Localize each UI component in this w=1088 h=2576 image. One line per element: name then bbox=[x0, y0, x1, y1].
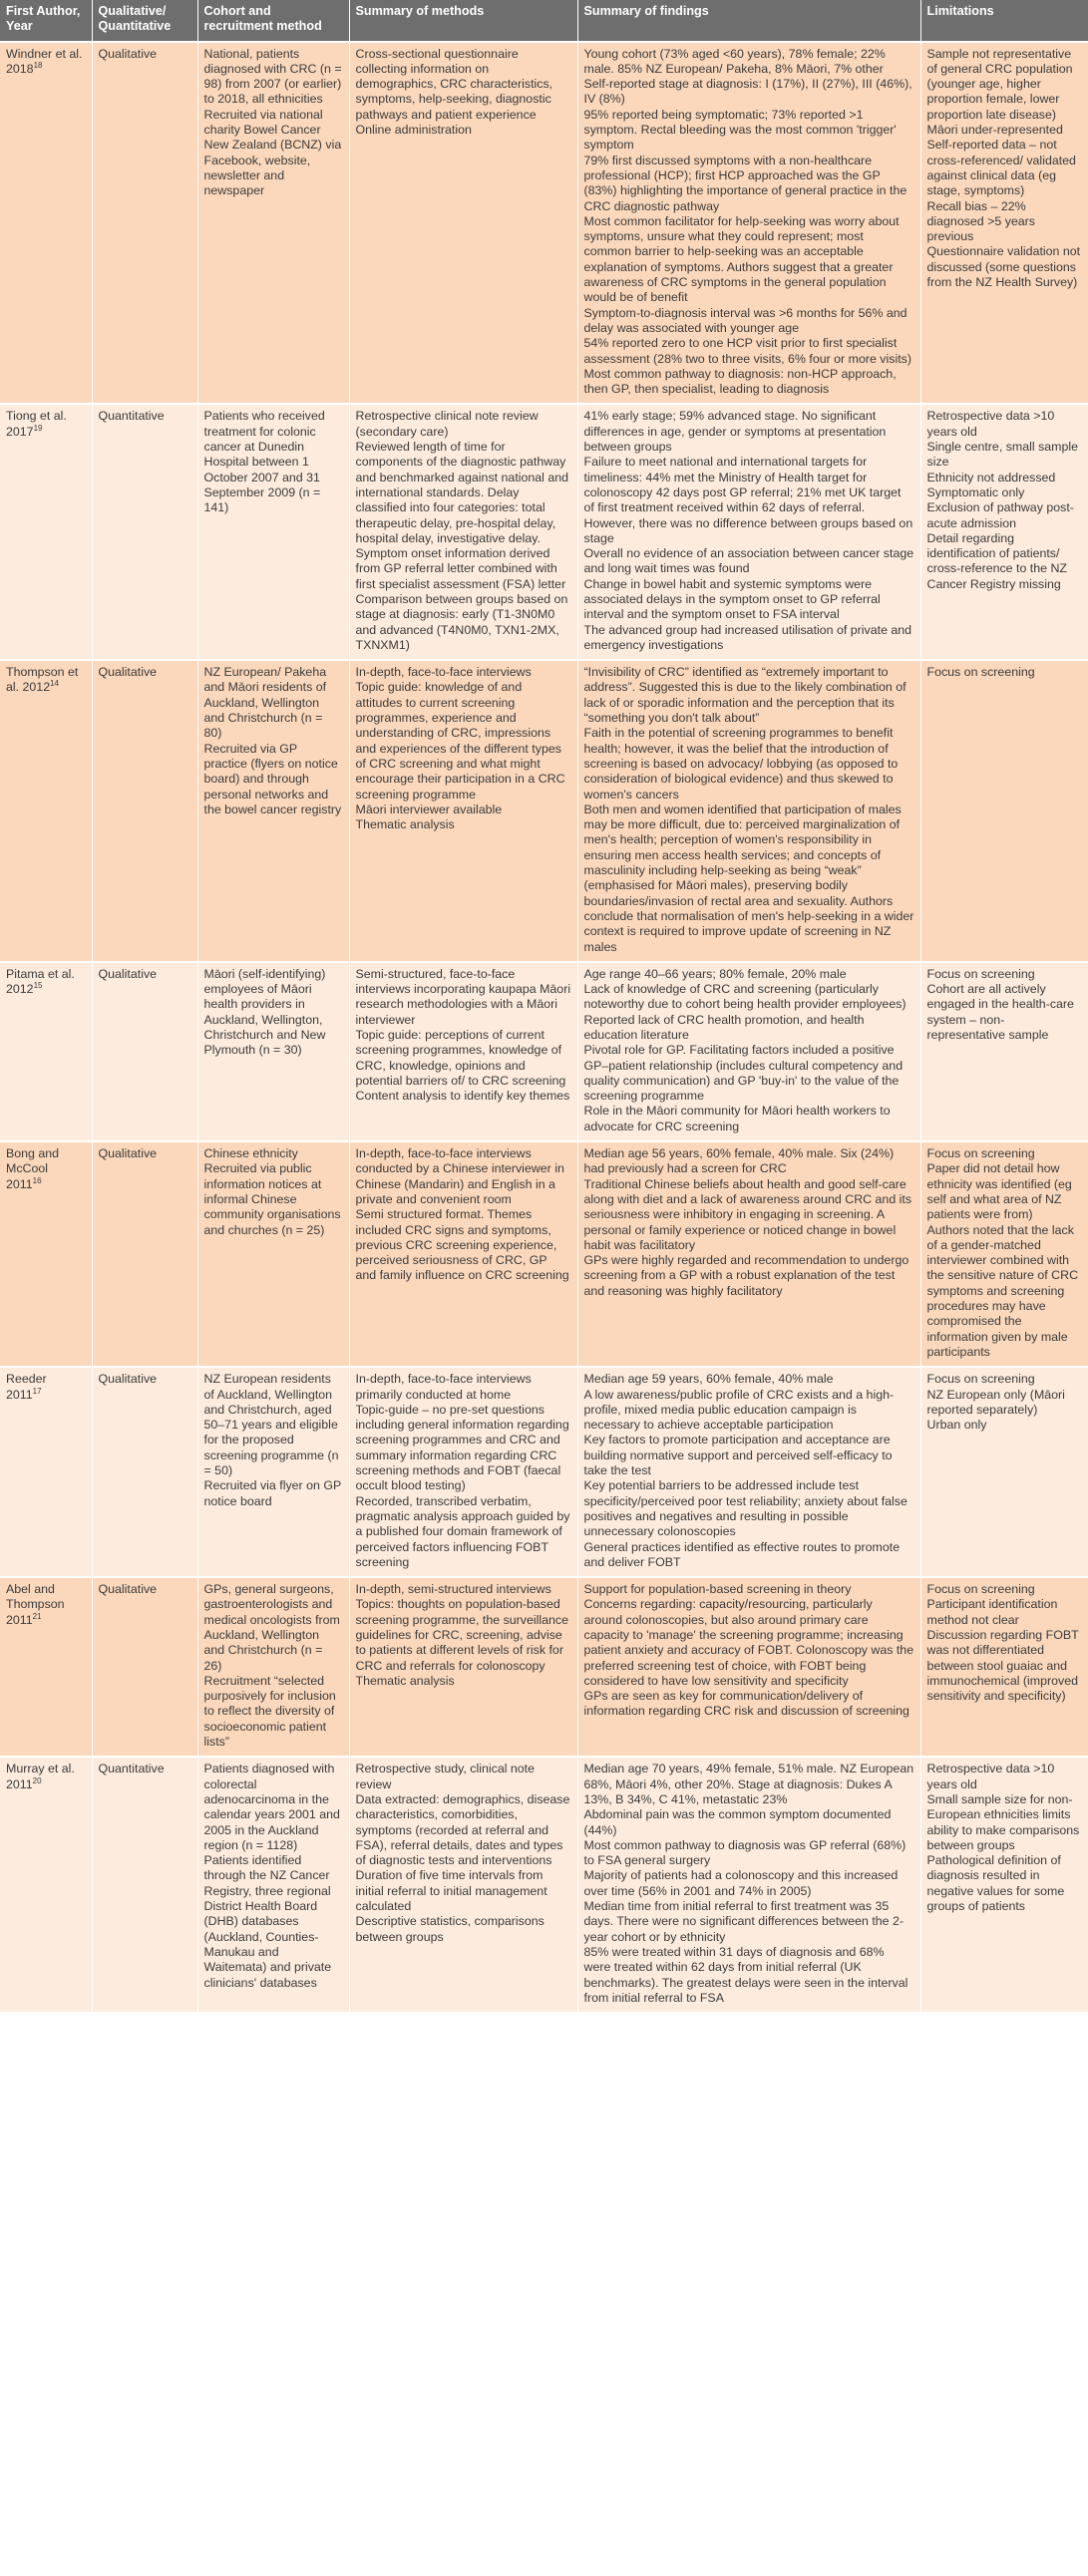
cohort-line: GPs, general surgeons, gastroenterologists and medical oncologists from Auckland, Wellington and Christchurch (n = 26) bbox=[203, 1582, 340, 1673]
findings-line: 79% first discussed symptoms with a non-healthcare professional (HCP); first HCP approached was the GP (83%) highlighting the importance of general practice in the CRC diagnostic pathway bbox=[583, 153, 907, 213]
methods-line: Descriptive statistics, comparisons between groups bbox=[355, 1914, 544, 1944]
reference-number: 21 bbox=[32, 1611, 42, 1621]
author-year: Abel and Thompson 2011 bbox=[6, 1582, 65, 1627]
findings-cell bbox=[577, 1577, 920, 1757]
limitations-cell bbox=[920, 1367, 1088, 1577]
findings-cell bbox=[577, 1141, 920, 1367]
limitations-cell bbox=[920, 1141, 1088, 1367]
limitations-line: Retrospective data >10 years old bbox=[926, 1762, 1055, 1791]
limitations-line: Exclusion of pathway post-acute admission bbox=[926, 500, 1074, 530]
methods-line: Retrospective study, clinical note review bbox=[355, 1762, 536, 1791]
limitations-line: Participant identification method not clear bbox=[926, 1597, 1058, 1627]
limitations-cell bbox=[920, 1577, 1088, 1757]
reference-number: 18 bbox=[33, 60, 43, 70]
author-year: Bong and McCool 2011 bbox=[6, 1146, 60, 1191]
findings-line: Most common facilitator for help-seeking was worry about symptoms, unsure what they could represent; most common barrier to help-seeking was an acceptable explanation of symptoms. Authors suggest that a greater awareness of CRC symptoms in the general population would be of benefit bbox=[583, 213, 900, 305]
methods-line: In-depth, face-to-face interviews conducted by a Chinese interviewer in Chinese (Mandarin) and English in a private and convenient room bbox=[355, 1146, 564, 1206]
limitations-line: Detail regarding identification of patients/ cross-reference to the NZ Cancer Registry missing bbox=[926, 530, 1067, 591]
cohort-line: Patients diagnosed with colorectal adenocarcinoma in the calendar years 2001 and 2005 in the Auckland region (n = 1128) bbox=[203, 1762, 340, 1852]
limitations-cell bbox=[920, 962, 1088, 1141]
cohort-line: National, patients diagnosed with CRC (n = 98) from 2007 (or earlier) to 2018, all ethnicities bbox=[203, 46, 342, 107]
methods-line: Topics: thoughts on population-based screening programme, the surveillance guidelines for CRC, screening, advise to patients at different levels of risk for CRC and referrals for colonoscopy bbox=[355, 1597, 568, 1673]
reference-number: 19 bbox=[33, 423, 43, 433]
findings-line: Traditional Chinese beliefs about health and good self-care along with diet and a lack of awareness around CRC and its seriousness were inhibitory in engaging in screening. A personal or family experience or noticed change in bowel habit was facilitatory bbox=[583, 1176, 912, 1252]
findings-line: GPs are seen as key for communication/delivery of information regarding CRC risk and discussion of screening bbox=[583, 1689, 909, 1719]
study-type-cell: Qualitative bbox=[92, 1367, 197, 1577]
limitations-line: Ethnicity not addressed bbox=[926, 470, 1056, 484]
study-type-cell: Quantitative bbox=[92, 1757, 197, 2013]
limitations-line: Small sample size for non-European ethnicities limits ability to make comparisons between groups bbox=[926, 1791, 1080, 1852]
findings-line: Median time from initial referral to first treatment was 35 days. There were no significant differences between the 2-year cohort or by ethnicity bbox=[583, 1899, 905, 1944]
study-type-cell: Qualitative bbox=[92, 42, 197, 405]
reference-number: 14 bbox=[50, 679, 59, 689]
limitations-line: Sample not representative of general CRC population (younger age, higher proportion female, lower proportion late disease) bbox=[926, 46, 1073, 122]
table-row bbox=[0, 1577, 1088, 1757]
table-body bbox=[0, 42, 1088, 2014]
limitations-line: Self-reported data – not cross-referenced/ validated against clinical data (eg stage, symptoms) bbox=[926, 138, 1076, 198]
findings-line: Faith in the potential of screening programmes to benefit health; however, it was the belief that the introduction of screening is based on advocacy/ lobbying (as opposed to consideration of biological evidence) and thus skewed to women's cancers bbox=[583, 726, 899, 802]
cohort-line: Chinese ethnicity bbox=[203, 1146, 298, 1161]
author-cell bbox=[0, 42, 92, 405]
study-type-cell: Qualitative bbox=[92, 962, 197, 1141]
methods-cell bbox=[349, 1577, 577, 1757]
findings-line: Role in the Māori community for Māori health workers to advocate for CRC screening bbox=[583, 1104, 891, 1133]
reference-number: 17 bbox=[32, 1386, 42, 1396]
author-cell bbox=[0, 660, 92, 962]
methods-cell bbox=[349, 404, 577, 660]
reference-number: 15 bbox=[33, 980, 43, 990]
findings-line: Lack of knowledge of CRC and screening (particularly noteworthy due to cohort being health provider employees) bbox=[583, 982, 907, 1012]
cohort-line: Recruited via flyer on GP notice board bbox=[203, 1478, 342, 1508]
limitations-cell bbox=[920, 660, 1088, 962]
author-cell bbox=[0, 1141, 92, 1367]
limitations-line: Paper did not detail how ethnicity was identified (eg self and what area of NZ patients were from) bbox=[926, 1161, 1072, 1222]
findings-line: Median age 59 years, 60% female, 40% male bbox=[583, 1372, 834, 1387]
cohort-line: Patients who received treatment for colonic cancer at Dunedin Hospital between 1 October 2007 and 31 September 2009 (n = 141) bbox=[203, 409, 325, 515]
methods-line: Cross-sectional questionnaire collecting information on demographics, CRC characteristics, symptoms, help-seeking, diagnostic pathways and patient experience bbox=[355, 46, 553, 122]
table-row bbox=[0, 404, 1088, 660]
methods-cell bbox=[349, 660, 577, 962]
limitations-line: Urban only bbox=[926, 1418, 987, 1433]
methods-line: Thematic analysis bbox=[355, 1673, 455, 1688]
author-cell bbox=[0, 962, 92, 1141]
limitations-line: Questionnaire validation not discussed (some questions from the NZ Health Survey) bbox=[926, 244, 1081, 290]
findings-line: Age range 40–66 years; 80% female, 20% male bbox=[583, 966, 847, 981]
findings-cell bbox=[577, 660, 920, 962]
cohort-line: Patients identified through the NZ Cancer Registry, three regional District Health Board (DHB) databases (Auckland, Counties-Manukau and Waitemata) and private clinicians' databases bbox=[203, 1853, 332, 1990]
findings-line: Pivotal role for GP. Facilitating factors included a positive GP–patient relationship (includes cultural competency and quality communication) and GP 'buy-in' to the value of the screening programme bbox=[583, 1043, 904, 1104]
cohort-line: Recruited via public information notices at informal Chinese community organisations and churches (n = 25) bbox=[203, 1161, 341, 1237]
findings-cell bbox=[577, 1367, 920, 1577]
cohort-line: NZ European/ Pakeha and Māori residents of Auckland, Wellington and Christchurch (n = 80) bbox=[203, 665, 327, 741]
findings-cell bbox=[577, 404, 920, 660]
findings-line: “Invisibility of CRC” identified as “extremely important to address”. Suggested this is due to the likely combination of lack of or sporadic information and the perception that its “something you don't talk about” bbox=[583, 665, 907, 726]
table-row bbox=[0, 1141, 1088, 1367]
methods-line: Recorded, transcribed verbatim, pragmatic analysis approach guided by a published four domain framework of perceived factors influencing FOBT screening bbox=[355, 1493, 570, 1569]
methods-line: Online administration bbox=[355, 123, 472, 138]
methods-line: Content analysis to identify key themes bbox=[355, 1089, 570, 1104]
author-year: Windner et al. 2018 bbox=[6, 46, 83, 76]
table-row bbox=[0, 1367, 1088, 1577]
study-type-cell: Qualitative bbox=[92, 1141, 197, 1367]
findings-line: Both men and women identified that participation of males may be more difficult, due to: perceived marginalization of men's health; perception of women's responsibility in ensuring men access health services; and concepts of masculinity including help-seeking as being “weak” (emphasised for Māori males), preserving bodily boundaries/invasion of rectal area and sexuality. Authors conclude that normalisation of men's help-seeking in a wider context is required to improve update of screening in NZ males bbox=[583, 802, 914, 954]
methods-line: Semi-structured, face-to-face interviews incorporating kaupapa Māori research methodologies with a Māori interviewer bbox=[355, 966, 571, 1027]
findings-line: Majority of patients had a colonoscopy and this increased over time (56% in 2001 and 74% in 2005) bbox=[583, 1868, 899, 1898]
cohort-cell bbox=[197, 1141, 349, 1367]
cohort-cell bbox=[197, 1367, 349, 1577]
header-findings: Summary of findings bbox=[577, 0, 920, 42]
methods-line: Topic guide: knowledge of and attitudes to current screening programmes, experience and understanding of CRC, impressions and experiences of the different types of CRC screening and what might encourage their participation in a CRC screening programme bbox=[355, 680, 565, 802]
findings-cell bbox=[577, 1757, 920, 2013]
findings-line: 41% early stage; 59% advanced stage. No significant differences in age, gender or symptoms at presentation between groups bbox=[583, 409, 887, 455]
limitations-line: Focus on screening bbox=[926, 665, 1035, 680]
findings-line: Failure to meet national and international targets for timeliness: 44% met the Ministry of Health target for colonoscopy 42 days post GP referral; 21% met UK target of first treatment received within 62 days of referral. However, there was no difference between groups based on stage bbox=[583, 455, 913, 545]
cohort-cell bbox=[197, 404, 349, 660]
methods-cell bbox=[349, 962, 577, 1141]
methods-line: Thematic analysis bbox=[355, 817, 455, 832]
limitations-line: Retrospective data >10 years old bbox=[926, 409, 1055, 439]
methods-line: Semi structured format. Themes included CRC signs and symptoms, previous CRC screening experience, perceived seriousness of CRC, GP and family influence on CRC screening bbox=[355, 1207, 569, 1283]
methods-line: Duration of five time intervals from initial referral to initial management calculated bbox=[355, 1868, 547, 1914]
findings-line: 85% were treated within 31 days of diagnosis and 68% were treated within 62 days from initial referral (UK benchmarks). The greatest delays were seen in the interval from initial referral to FSA bbox=[583, 1944, 908, 2005]
cohort-line: NZ European residents of Auckland, Wellington and Christchurch, aged 50–71 years and eligible for the proposed screening programme (n = 50) bbox=[203, 1372, 339, 1478]
findings-line: Change in bowel habit and systemic symptoms were associated delays in the symptom onset to GP referral interval and the symptom onset to FSA interval bbox=[583, 576, 881, 622]
author-cell bbox=[0, 1757, 92, 2013]
findings-cell bbox=[577, 962, 920, 1141]
findings-line: GPs were highly regarded and recommendation to undergo screening from a GP with a robust explanation of the test and reasoning was highly facilitatory bbox=[583, 1253, 909, 1298]
findings-cell bbox=[577, 42, 920, 405]
table-header bbox=[0, 0, 1088, 42]
cohort-cell bbox=[197, 1577, 349, 1757]
header-cohort: Cohort and recruitment method bbox=[197, 0, 349, 42]
author-cell bbox=[0, 1367, 92, 1577]
methods-line: Topic-guide – no pre-set questions including general information regarding screening programmes and CRC and summary information regarding CRC screening methods and FOBT (faecal occult blood testing) bbox=[355, 1402, 569, 1493]
table-row bbox=[0, 42, 1088, 405]
findings-line: A low awareness/public profile of CRC exists and a high-profile, mixed media public education campaign is necessary to achieve acceptable participation bbox=[583, 1387, 895, 1433]
limitations-cell bbox=[920, 404, 1088, 660]
limitations-line: Māori under-represented bbox=[926, 123, 1063, 138]
methods-line: Reviewed length of time for components of the diagnostic pathway and benchmarked against national and international standards. Delay classified into four categories: total therapeutic delay, pre-hospital delay, hospital delay, investigative delay. Symptom onset information derived from GP referral letter combined with first specialist assessment (FSA) letter bbox=[355, 440, 569, 591]
cohort-cell bbox=[197, 1757, 349, 2013]
limitations-line: Symptomatic only bbox=[926, 484, 1025, 499]
methods-cell bbox=[349, 42, 577, 405]
methods-line: Data extracted: demographics, disease characteristics, comorbidities, symptoms (recorded at referral and FSA), referral details, dates and types of diagnostic tests and interventions bbox=[355, 1791, 570, 1868]
findings-line: Most common pathway to diagnosis: non-HCP approach, then GP, then specialist, leading to diagnosis bbox=[583, 366, 897, 397]
methods-line: Topic guide: perceptions of current screening programmes, knowledge of CRC, knowledge, opinions and potential barriers of/ to CRC screening bbox=[355, 1028, 566, 1088]
findings-line: Reported lack of CRC health promotion, and health education literature bbox=[583, 1012, 865, 1042]
findings-line: Overall no evidence of an association between cancer stage and long wait times was found bbox=[583, 546, 914, 576]
reference-number: 20 bbox=[32, 1775, 42, 1785]
cohort-cell bbox=[197, 962, 349, 1141]
study-type-cell: Qualitative bbox=[92, 1577, 197, 1757]
limitations-line: NZ European only (Māori reported separately) bbox=[926, 1387, 1065, 1417]
findings-line: Median age 70 years, 49% female, 51% male. NZ European 68%, Māori 4%, other 20%. Stage at diagnosis: Dukes A 13%, B 34%, C 41%, metastatic 23% bbox=[583, 1762, 914, 1806]
findings-line: The advanced group had increased utilisation of private and emergency investigations bbox=[583, 622, 912, 652]
findings-line: Abdominal pain was the common symptom documented (44%) bbox=[583, 1807, 892, 1837]
limitations-line: Recall bias – 22% diagnosed >5 years previous bbox=[926, 198, 1035, 244]
limitations-line: Focus on screening bbox=[926, 966, 1035, 981]
author-year: Murray et al. 2011 bbox=[6, 1762, 75, 1791]
study-type-cell: Quantitative bbox=[92, 404, 197, 660]
limitations-cell bbox=[920, 42, 1088, 405]
table-row bbox=[0, 1757, 1088, 2013]
limitations-line: Single centre, small sample size bbox=[926, 440, 1079, 470]
findings-line: General practices identified as effective routes to promote and deliver FOBT bbox=[583, 1539, 901, 1569]
methods-line: Retrospective clinical note review (secondary care) bbox=[355, 409, 539, 439]
limitations-line: Discussion regarding FOBT was not differentiated between stool guaiac and immunochemical (improved sensitivity and specificity) bbox=[926, 1627, 1079, 1704]
author-year: Pitama et al. 2012 bbox=[6, 966, 75, 997]
reference-number: 16 bbox=[32, 1175, 42, 1185]
findings-line: Young cohort (73% aged <60 years), 78% female; 22% male. 85% NZ European/ Pakeha, 8% Māori, 7% other bbox=[583, 46, 886, 76]
findings-line: Self-reported stage at diagnosis: I (17%), II (27%), III (46%), IV (8%) bbox=[583, 77, 912, 107]
table-row bbox=[0, 962, 1088, 1141]
methods-line: Māori interviewer available bbox=[355, 802, 503, 816]
limitations-line: Focus on screening bbox=[926, 1372, 1035, 1387]
methods-cell bbox=[349, 1141, 577, 1367]
methods-line: Comparison between groups based on stage at diagnosis: early (T1-3N0M0 and advanced (T4N0M0, TXN1-2MX, TXNXM1) bbox=[355, 591, 568, 652]
header-methods: Summary of methods bbox=[349, 0, 577, 42]
limitations-line: Focus on screening bbox=[926, 1582, 1035, 1597]
cohort-line: Recruitment “selected purposively for inclusion to reflect the diversity of socioeconomic patient lists” bbox=[203, 1673, 336, 1750]
findings-line: Concerns regarding: capacity/resourcing, particularly around colonoscopies, but also around primary care capacity to 'manage' the screening programme; increasing patient anxiety and accuracy of FOBT. Colonoscopy was the preferred screening test of choice, with FOBT being considered to have low sensitivity and specificity bbox=[583, 1597, 914, 1688]
cohort-line: Recruited via GP practice (flyers on notice board) and through personal networks and the bowel cancer registry bbox=[203, 741, 342, 816]
findings-line: Key factors to promote participation and acceptance are building normative support and perceived self-efficacy to take the test bbox=[583, 1433, 893, 1478]
methods-line: In-depth, semi-structured interviews bbox=[355, 1582, 551, 1597]
methods-line: In-depth, face-to-face interviews primarily conducted at home bbox=[355, 1372, 532, 1402]
limitations-line: Pathological definition of diagnosis resulted in negative values for some groups of patients bbox=[926, 1853, 1065, 1914]
author-year: Tiong et al. 2017 bbox=[6, 409, 67, 439]
limitations-line: Cohort are all actively engaged in the health-care system – non-representative sample bbox=[926, 982, 1074, 1042]
author-cell bbox=[0, 404, 92, 660]
findings-line: Support for population-based screening in theory bbox=[583, 1582, 852, 1597]
methods-cell bbox=[349, 1757, 577, 2013]
header-author: First Author, Year bbox=[0, 0, 92, 42]
limitations-line: Authors noted that the lack of a gender-matched interviewer combined with the sensitive nature of CRC symptoms and screening procedures may have compromised the information given by male participants bbox=[926, 1222, 1079, 1359]
cohort-line: Recruited via national charity Bowel Cancer New Zealand (BCNZ) via Facebook, website, newsletter and newspaper bbox=[203, 107, 342, 198]
methods-cell bbox=[349, 1367, 577, 1577]
findings-line: Median age 56 years, 60% female, 40% male. Six (24%) had previously had a screen for CRC bbox=[583, 1146, 895, 1176]
findings-line: Key potential barriers to be addressed include test specificity/perceived poor test reliability; anxiety about false positives and negatives and resulting in possible unnecessary colonoscopies bbox=[583, 1478, 907, 1539]
header-limitations: Limitations bbox=[920, 0, 1088, 42]
cohort-cell bbox=[197, 42, 349, 405]
author-year: Reeder 2011 bbox=[6, 1372, 47, 1402]
cohort-line: Māori (self-identifying) employees of Māori health providers in Auckland, Wellington, Christchurch and New Plymouth (n = 30) bbox=[203, 966, 326, 1058]
study-type-cell: Qualitative bbox=[92, 660, 197, 962]
header-type: Qualitative/ Quantitative bbox=[92, 0, 197, 42]
author-cell bbox=[0, 1577, 92, 1757]
findings-line: Symptom-to-diagnosis interval was >6 months for 56% and delay was associated with younger age bbox=[583, 305, 907, 335]
findings-line: 95% reported being symptomatic; 73% reported >1 symptom. Rectal bleeding was the most common 'trigger' symptom bbox=[583, 107, 897, 153]
limitations-line: Focus on screening bbox=[926, 1146, 1035, 1161]
methods-line: In-depth, face-to-face interviews bbox=[355, 665, 532, 680]
findings-line: Most common pathway to diagnosis was GP referral (68%) to FSA general surgery bbox=[583, 1837, 907, 1868]
cohort-cell bbox=[197, 660, 349, 962]
table-row bbox=[0, 660, 1088, 962]
findings-line: 54% reported zero to one HCP visit prior to first specialist assessment (28% two to three visits, 6% four or more visits) bbox=[583, 336, 911, 366]
author-year: Thompson et al. 2012 bbox=[6, 665, 79, 695]
limitations-cell bbox=[920, 1757, 1088, 2013]
